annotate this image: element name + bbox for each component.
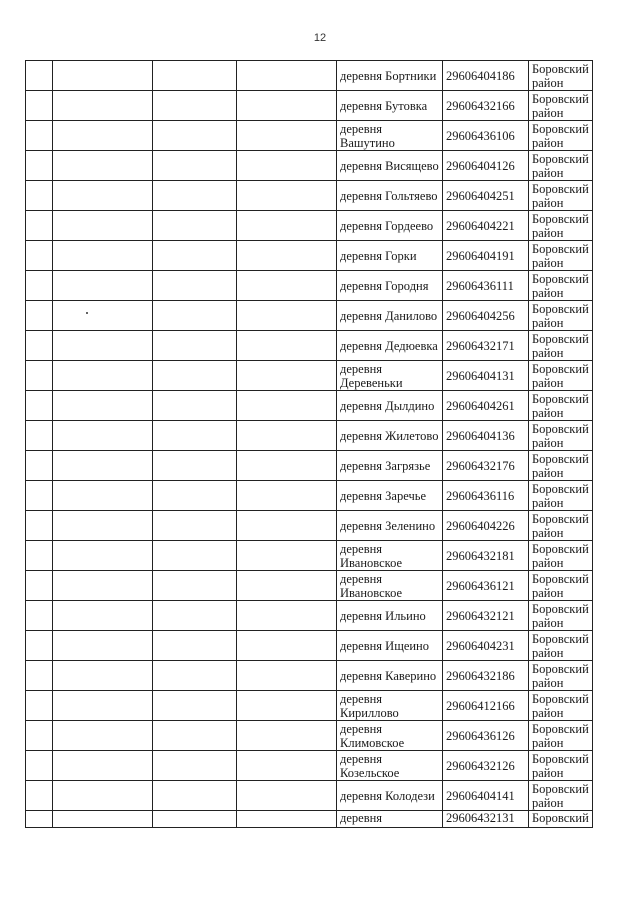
empty-cell <box>153 211 237 241</box>
empty-cell <box>53 601 153 631</box>
table-row <box>26 421 593 451</box>
empty-cell <box>237 241 337 271</box>
table-row <box>26 811 593 828</box>
empty-cell <box>26 721 53 751</box>
empty-cell <box>53 541 153 571</box>
table-row <box>26 181 593 211</box>
empty-cell <box>237 181 337 211</box>
empty-cell <box>53 301 153 331</box>
settlement-cell: деревня Ищеино <box>337 631 443 661</box>
empty-cell <box>26 391 53 421</box>
district-cell: Боровский район <box>529 361 593 391</box>
settlement-cell: деревня Ивановское <box>337 541 443 571</box>
empty-cell <box>53 721 153 751</box>
empty-cell <box>153 481 237 511</box>
table-row <box>26 721 593 751</box>
empty-cell <box>153 121 237 151</box>
empty-cell <box>26 361 53 391</box>
settlement-cell: деревня Дылдино <box>337 391 443 421</box>
empty-cell <box>26 181 53 211</box>
district-cell: Боровский район <box>529 121 593 151</box>
empty-cell <box>26 481 53 511</box>
oktmo-cell: 29606432176 <box>443 451 529 481</box>
empty-cell <box>26 661 53 691</box>
settlement-cell: деревня <box>337 811 443 828</box>
oktmo-cell: 29606404221 <box>443 211 529 241</box>
oktmo-cell: 29606432126 <box>443 751 529 781</box>
empty-cell <box>26 451 53 481</box>
table-row <box>26 511 593 541</box>
empty-cell <box>53 151 153 181</box>
district-cell: Боровский район <box>529 151 593 181</box>
table-row <box>26 271 593 301</box>
settlement-cell: деревня Дедюевка <box>337 331 443 361</box>
empty-cell <box>153 631 237 661</box>
empty-cell <box>53 391 153 421</box>
oktmo-cell: 29606404251 <box>443 181 529 211</box>
empty-cell <box>237 691 337 721</box>
empty-cell <box>26 541 53 571</box>
empty-cell <box>153 691 237 721</box>
empty-cell <box>26 601 53 631</box>
settlement-cell: деревня Заречье <box>337 481 443 511</box>
empty-cell <box>53 121 153 151</box>
empty-cell <box>153 61 237 91</box>
table-row <box>26 151 593 181</box>
empty-cell <box>237 661 337 691</box>
settlement-cell: деревня Жилетово <box>337 421 443 451</box>
oktmo-cell: 29606412166 <box>443 691 529 721</box>
settlement-cell: деревня Кириллово <box>337 691 443 721</box>
empty-cell <box>153 751 237 781</box>
oktmo-cell: 29606432181 <box>443 541 529 571</box>
empty-cell <box>153 181 237 211</box>
oktmo-cell: 29606436126 <box>443 721 529 751</box>
district-cell: Боровский район <box>529 511 593 541</box>
empty-cell <box>237 211 337 241</box>
empty-cell <box>153 781 237 811</box>
district-cell: Боровский район <box>529 721 593 751</box>
empty-cell <box>237 61 337 91</box>
table-row <box>26 571 593 601</box>
oktmo-cell: 29606404226 <box>443 511 529 541</box>
empty-cell <box>53 61 153 91</box>
empty-cell <box>237 601 337 631</box>
table-row <box>26 361 593 391</box>
district-cell: Боровский район <box>529 691 593 721</box>
empty-cell <box>153 271 237 301</box>
empty-cell <box>53 751 153 781</box>
empty-cell <box>26 301 53 331</box>
oktmo-cell: 29606432131 <box>443 811 529 828</box>
district-cell: Боровский <box>529 811 593 828</box>
table-row <box>26 781 593 811</box>
empty-cell <box>53 421 153 451</box>
district-cell: Боровский район <box>529 481 593 511</box>
oktmo-cell: 29606432166 <box>443 91 529 121</box>
district-cell: Боровский район <box>529 211 593 241</box>
empty-cell <box>153 391 237 421</box>
empty-cell <box>53 571 153 601</box>
empty-cell <box>26 421 53 451</box>
settlement-cell: деревня Горки <box>337 241 443 271</box>
oktmo-cell: 29606436116 <box>443 481 529 511</box>
oktmo-cell: 29606404131 <box>443 361 529 391</box>
settlement-registry-table <box>25 60 593 828</box>
oktmo-cell: 29606404191 <box>443 241 529 271</box>
empty-cell <box>237 481 337 511</box>
empty-cell <box>26 811 53 828</box>
oktmo-cell: 29606404126 <box>443 151 529 181</box>
oktmo-cell: 29606432186 <box>443 661 529 691</box>
empty-cell <box>153 601 237 631</box>
empty-cell <box>53 211 153 241</box>
empty-cell <box>153 451 237 481</box>
empty-cell <box>53 511 153 541</box>
table-row <box>26 481 593 511</box>
empty-cell <box>153 361 237 391</box>
empty-cell <box>153 721 237 751</box>
settlement-cell: деревня Загрязье <box>337 451 443 481</box>
empty-cell <box>237 511 337 541</box>
settlement-cell: деревня Деревеньки <box>337 361 443 391</box>
empty-cell <box>237 361 337 391</box>
empty-cell <box>26 751 53 781</box>
district-cell: Боровский район <box>529 541 593 571</box>
empty-cell <box>53 661 153 691</box>
oktmo-cell: 29606404136 <box>443 421 529 451</box>
district-cell: Боровский район <box>529 751 593 781</box>
oktmo-cell: 29606436111 <box>443 271 529 301</box>
empty-cell <box>26 271 53 301</box>
settlement-cell: деревня Бутовка <box>337 91 443 121</box>
empty-cell <box>153 331 237 361</box>
district-cell: Боровский район <box>529 241 593 271</box>
empty-cell <box>53 361 153 391</box>
table-row <box>26 331 593 361</box>
empty-cell <box>237 301 337 331</box>
table-row <box>26 91 593 121</box>
table-row <box>26 631 593 661</box>
empty-cell <box>237 541 337 571</box>
empty-cell <box>153 661 237 691</box>
empty-cell <box>26 631 53 661</box>
empty-cell <box>153 241 237 271</box>
district-cell: Боровский район <box>529 781 593 811</box>
settlement-cell: деревня Ильино <box>337 601 443 631</box>
district-cell: Боровский район <box>529 391 593 421</box>
oktmo-cell: 29606436121 <box>443 571 529 601</box>
empty-cell <box>26 151 53 181</box>
table-row <box>26 751 593 781</box>
empty-cell <box>153 511 237 541</box>
empty-cell <box>153 571 237 601</box>
empty-cell <box>237 751 337 781</box>
empty-cell <box>237 121 337 151</box>
district-cell: Боровский район <box>529 661 593 691</box>
district-cell: Боровский район <box>529 271 593 301</box>
settlement-cell: деревня Висящево <box>337 151 443 181</box>
empty-cell <box>53 481 153 511</box>
settlement-cell: деревня Климовское <box>337 721 443 751</box>
table-row <box>26 691 593 721</box>
settlement-cell: деревня Козельское <box>337 751 443 781</box>
oktmo-cell: 29606404261 <box>443 391 529 421</box>
district-cell: Боровский район <box>529 91 593 121</box>
table-row <box>26 451 593 481</box>
empty-cell <box>237 151 337 181</box>
empty-cell <box>237 631 337 661</box>
empty-cell <box>237 331 337 361</box>
district-cell: Боровский район <box>529 61 593 91</box>
table-row <box>26 121 593 151</box>
table-row <box>26 541 593 571</box>
empty-cell <box>26 691 53 721</box>
oktmo-cell: 29606404231 <box>443 631 529 661</box>
empty-cell <box>153 811 237 828</box>
empty-cell <box>237 721 337 751</box>
empty-cell <box>53 271 153 301</box>
empty-cell <box>237 781 337 811</box>
empty-cell <box>153 301 237 331</box>
settlement-cell: деревня Ивановское <box>337 571 443 601</box>
table-row <box>26 391 593 421</box>
oktmo-cell: 29606404186 <box>443 61 529 91</box>
empty-cell <box>53 451 153 481</box>
table-row <box>26 601 593 631</box>
empty-cell <box>26 211 53 241</box>
empty-cell <box>53 781 153 811</box>
empty-cell <box>237 271 337 301</box>
settlement-cell: деревня Городня <box>337 271 443 301</box>
district-cell: Боровский район <box>529 301 593 331</box>
empty-cell <box>237 91 337 121</box>
table-row <box>26 301 593 331</box>
table-row <box>26 241 593 271</box>
settlement-cell: деревня Данилово <box>337 301 443 331</box>
district-cell: Боровский район <box>529 631 593 661</box>
empty-cell <box>53 811 153 828</box>
empty-cell <box>26 241 53 271</box>
empty-cell <box>53 331 153 361</box>
empty-cell <box>153 421 237 451</box>
settlement-cell: деревня Бортники <box>337 61 443 91</box>
empty-cell <box>237 571 337 601</box>
settlement-cell: деревня Колодези <box>337 781 443 811</box>
page-number: 12 <box>313 32 327 44</box>
table-row <box>26 61 593 91</box>
empty-cell <box>53 241 153 271</box>
empty-cell <box>26 91 53 121</box>
district-cell: Боровский район <box>529 571 593 601</box>
empty-cell <box>237 421 337 451</box>
table-row <box>26 661 593 691</box>
empty-cell <box>26 331 53 361</box>
district-cell: Боровский район <box>529 451 593 481</box>
empty-cell <box>153 541 237 571</box>
empty-cell <box>53 181 153 211</box>
empty-cell <box>26 571 53 601</box>
scan-speck <box>86 312 88 314</box>
settlement-cell: деревня Гольтяево <box>337 181 443 211</box>
empty-cell <box>53 691 153 721</box>
table-row <box>26 211 593 241</box>
settlement-cell: деревня Зеленино <box>337 511 443 541</box>
settlement-cell: деревня Гордеево <box>337 211 443 241</box>
oktmo-cell: 29606404256 <box>443 301 529 331</box>
empty-cell <box>237 391 337 421</box>
district-cell: Боровский район <box>529 181 593 211</box>
oktmo-cell: 29606432121 <box>443 601 529 631</box>
empty-cell <box>26 781 53 811</box>
empty-cell <box>26 121 53 151</box>
district-cell: Боровский район <box>529 421 593 451</box>
district-cell: Боровский район <box>529 331 593 361</box>
empty-cell <box>153 151 237 181</box>
empty-cell <box>153 91 237 121</box>
empty-cell <box>53 91 153 121</box>
empty-cell <box>237 811 337 828</box>
empty-cell <box>53 631 153 661</box>
empty-cell <box>237 451 337 481</box>
table-body <box>26 61 593 828</box>
empty-cell <box>26 61 53 91</box>
oktmo-cell: 29606432171 <box>443 331 529 361</box>
oktmo-cell: 29606404141 <box>443 781 529 811</box>
district-cell: Боровский район <box>529 601 593 631</box>
empty-cell <box>26 511 53 541</box>
oktmo-cell: 29606436106 <box>443 121 529 151</box>
settlement-cell: деревня Каверино <box>337 661 443 691</box>
settlement-cell: деревня Вашутино <box>337 121 443 151</box>
